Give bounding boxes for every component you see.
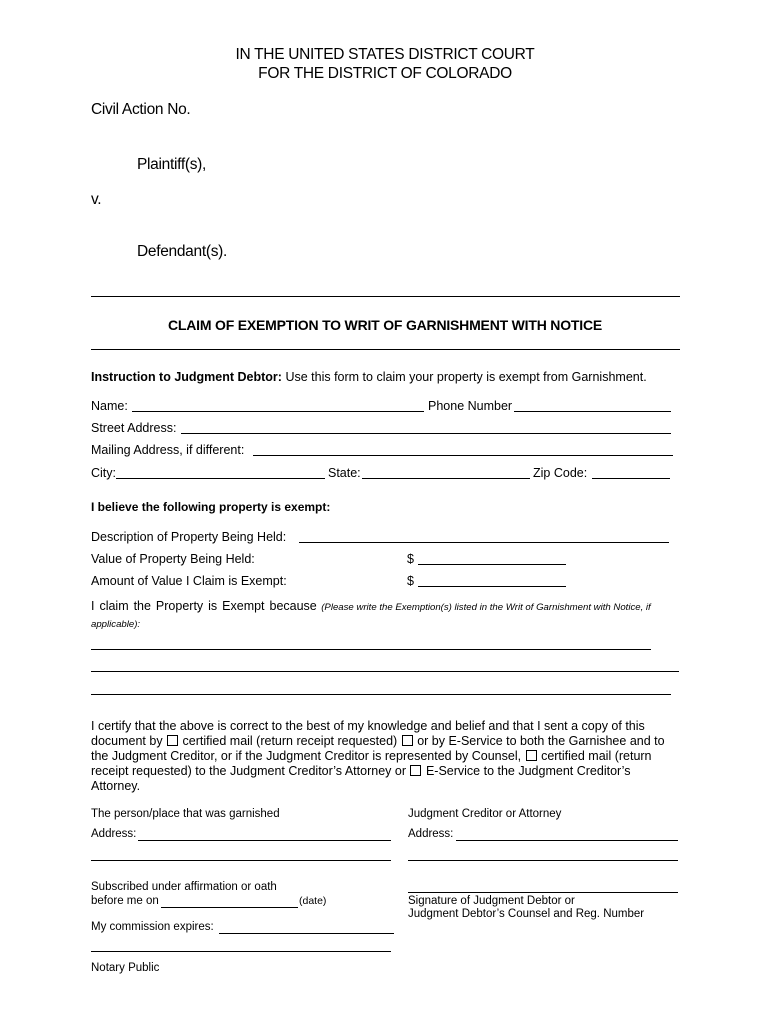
zip-field[interactable] [592,478,670,479]
reason-field-1[interactable] [91,649,651,650]
certified-mail-checkbox-1[interactable] [167,735,178,746]
certification-paragraph [91,719,681,794]
certify-text-4: certified mail (return receipt requested) to the Judgment Creditor’s Attorney or [91,749,652,778]
state-field[interactable] [362,478,530,479]
commission-field[interactable] [219,933,394,934]
reason-field-2[interactable] [91,671,679,672]
plaintiffs-label: Plaintiff(s), [137,156,207,173]
certified-mail-checkbox-2[interactable] [526,750,537,761]
exempt-heading: I believe the following property is exempt: [91,500,331,514]
street-address-label: Street Address: [91,421,177,435]
name-field[interactable] [132,411,424,412]
date-label: (date) [299,895,327,907]
value-claimed-label: Amount of Value I Claim is Exempt: [91,574,287,588]
court-name-line2: FOR THE DISTRICT OF COLORADO [258,65,512,82]
signature-label-2: Judgment Debtor’s Counsel and Reg. Number [408,908,645,920]
description-label: Description of Property Being Held: [91,530,287,544]
notary-signature-field[interactable] [91,951,391,952]
zip-label: Zip Code: [533,466,588,480]
value-held-dollar: $ [407,552,414,566]
creditor-address-label: Address: [408,828,454,840]
value-held-label: Value of Property Being Held: [91,552,255,566]
signature-label-1: Signature of Judgment Debtor or [408,895,575,907]
instruction [91,370,647,384]
form-title: CLAIM OF EXEMPTION TO WRIT OF GARNISHMENT WITH NOTICE [167,317,602,333]
certify-text-3: or by E-Service to both the Garnishee and to the Judgment Creditor, or if the Judgment Creditor is represented by Counsel, [91,734,665,763]
phone-field[interactable] [514,411,671,412]
reason-note-continued: applicable): [91,619,141,630]
e-service-checkbox-2[interactable] [410,765,421,776]
city-field[interactable] [116,478,325,479]
garnished-party-label: The person/place that was garnished [91,808,280,820]
instruction-label: Instruction to Judgment Debtor: [91,370,282,384]
city-label: City: [91,466,116,480]
description-field[interactable] [299,542,669,543]
defendants-label: Defendant(s). [137,243,228,260]
mailing-address-field[interactable] [253,455,673,456]
commission-label: My commission expires: [91,921,214,933]
value-claimed-dollar: $ [407,574,414,588]
street-address-field[interactable] [181,433,671,434]
creditor-address-field-2[interactable] [408,860,678,861]
notary-public-label: Notary Public [91,962,160,974]
caption-rule-bottom [91,349,680,350]
creditor-label: Judgment Creditor or Attorney [408,808,562,820]
name-label: Name: [91,399,128,413]
value-claimed-field[interactable] [418,586,566,587]
signature-field[interactable] [408,892,678,893]
e-service-checkbox-1[interactable] [402,735,413,746]
certify-text-5: E-Service to the Judgment Creditor’s Attorney. [91,764,631,793]
court-name-line1: IN THE UNITED STATES DISTRICT COURT [235,46,535,63]
garnished-address-field-1[interactable] [138,840,391,841]
reason-lead: I claim the Property is Exempt because [91,599,317,613]
value-held-field[interactable] [418,564,566,565]
reason-line [91,597,651,615]
civil-action-label: Civil Action No. [91,101,191,118]
certify-text-1: I certify that the above is correct to the best of my knowledge and belief and that I sent a copy of this document by [91,719,645,748]
certify-text-2: certified mail (return receipt requested) [182,734,398,748]
garnished-address-field-2[interactable] [91,860,391,861]
reason-note: (Please write the Exemption(s) listed in the Writ of Garnishment with Notice, if [321,602,651,613]
notary-date-field[interactable] [161,907,298,908]
caption-rule-top [91,296,680,297]
phone-label: Phone Number [428,399,513,413]
mailing-address-label: Mailing Address, if different: [91,443,245,457]
instruction-text: Use this form to claim your property is exempt from Garnishment. [281,370,647,384]
versus-label: v. [91,191,102,208]
creditor-address-field-1[interactable] [456,840,678,841]
before-me-label: before me on [91,895,159,907]
subscribed-label: Subscribed under affirmation or oath [91,881,277,893]
reason-field-3[interactable] [91,694,671,695]
garnished-address-label: Address: [91,828,137,840]
state-label: State: [328,466,361,480]
